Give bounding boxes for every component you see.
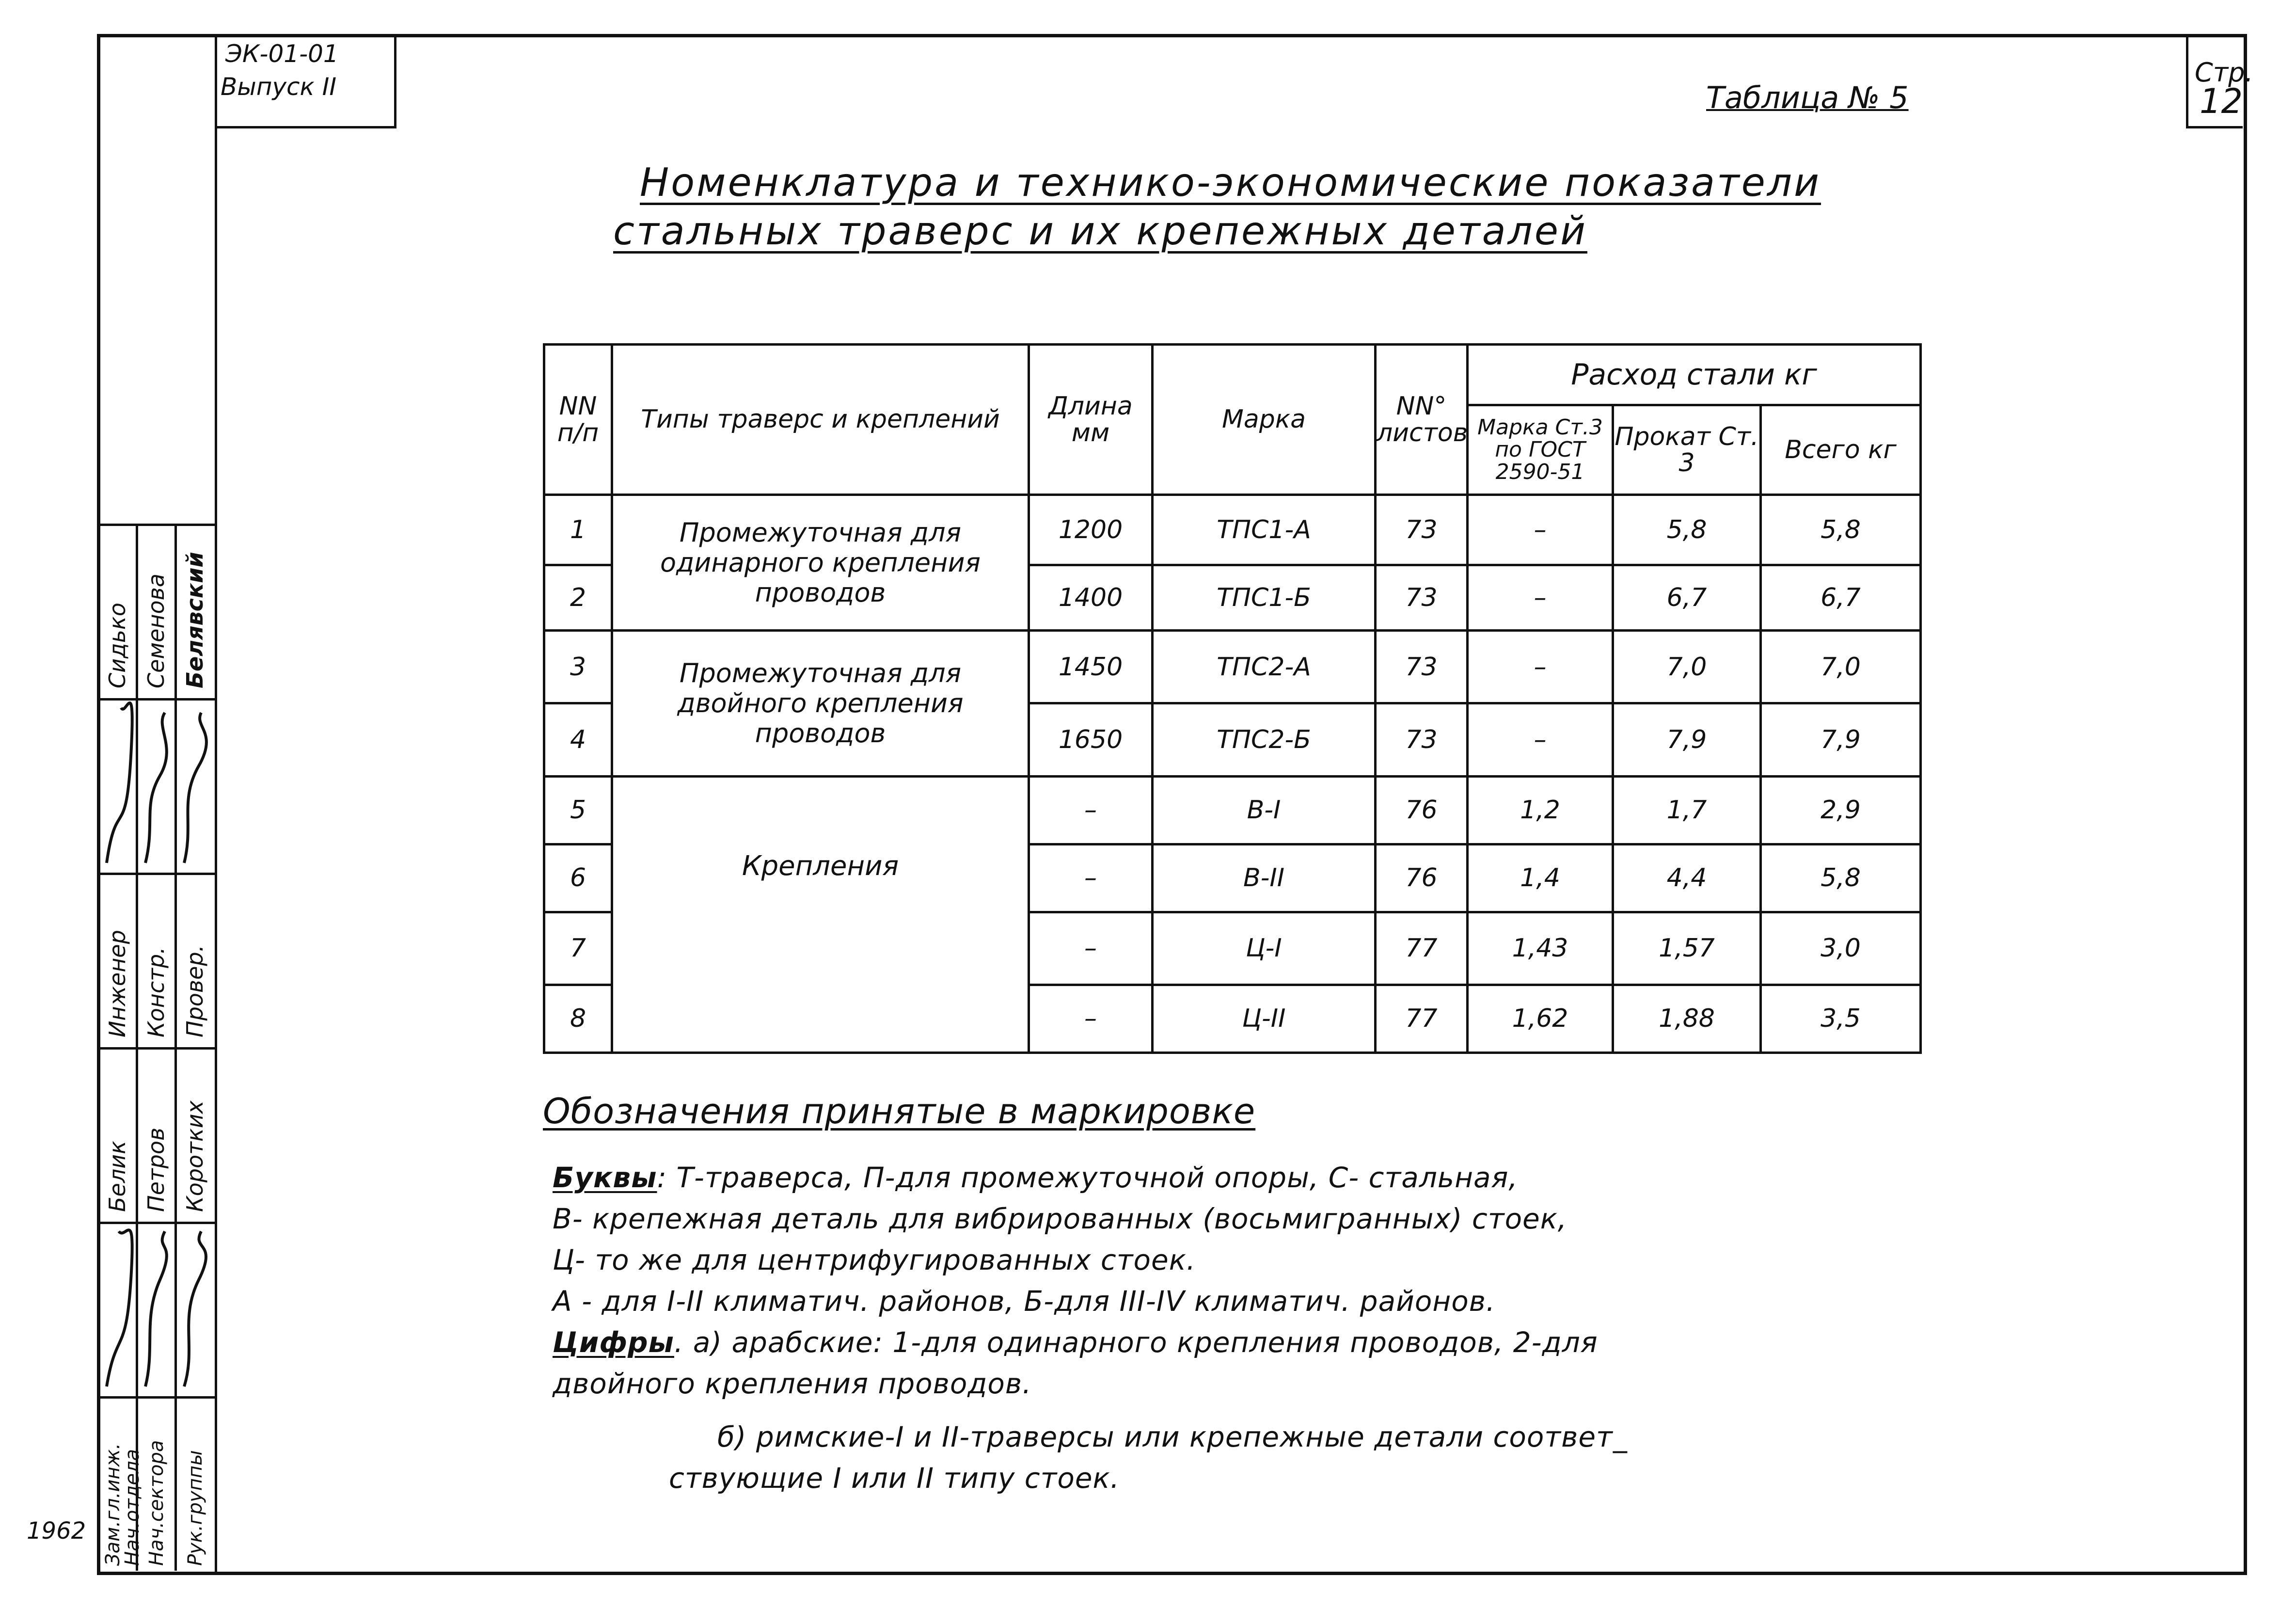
header-num: NN п/п <box>544 345 612 495</box>
stamp-name: Сидько <box>104 603 130 688</box>
cell-gost: 1,43 <box>1468 912 1613 985</box>
cell-mark: ТПС2-А <box>1153 631 1376 703</box>
cell-total: 5,8 <box>1761 844 1921 912</box>
cell-gost: 1,4 <box>1468 844 1613 912</box>
digits-text: . а) арабские: 1-для одинарного крепления проводов, 2-для <box>674 1326 1598 1359</box>
cell-length: – <box>1029 776 1153 844</box>
cell-total: 7,9 <box>1761 703 1921 776</box>
stamp-name: Белик <box>104 1141 130 1212</box>
cell-mark: В-I <box>1153 776 1376 844</box>
header-total: Всего кг <box>1761 405 1921 495</box>
cell-num: 4 <box>544 703 612 776</box>
cell-total: 7,0 <box>1761 631 1921 703</box>
cell-gost: 1,62 <box>1468 985 1613 1052</box>
cell-num: 1 <box>544 495 612 565</box>
header-gost: Марка Ст.3 по ГОСТ 2590-51 <box>1468 405 1613 495</box>
issue-label: Выпуск II <box>221 73 337 101</box>
cell-length: 1650 <box>1029 703 1153 776</box>
notes-line-2: В- крепежная деталь для вибрированных (восьмигранных) стоек, <box>553 1202 1568 1235</box>
cell-sheet: 73 <box>1376 631 1468 703</box>
cell-rolled: 4,4 <box>1613 844 1761 912</box>
title-line-2: стальных траверс и их крепежных деталей <box>613 208 1587 254</box>
cell-length: 1200 <box>1029 495 1153 565</box>
stamp-name: Семенова <box>143 574 169 688</box>
cell-gost: 1,2 <box>1468 776 1613 844</box>
cell-rolled: 7,9 <box>1613 703 1761 776</box>
cell-sheet: 73 <box>1376 565 1468 631</box>
cell-sheet: 73 <box>1376 495 1468 565</box>
cell-length: – <box>1029 985 1153 1052</box>
cell-num: 8 <box>544 985 612 1052</box>
header-sheets: NN° листов <box>1376 345 1468 495</box>
cell-mark: ТПС2-Б <box>1153 703 1376 776</box>
cell-length: – <box>1029 912 1153 985</box>
group-fasteners: Крепления <box>612 776 1029 1052</box>
cell-mark: ТПС1-Б <box>1153 565 1376 631</box>
cell-gost: – <box>1468 565 1613 631</box>
year: 1962 <box>27 1517 86 1545</box>
notes-line-6: двойного крепления проводов. <box>553 1367 1032 1400</box>
steel-traverse-table <box>543 343 1922 1054</box>
digits-label: Цифры <box>553 1326 674 1359</box>
cell-num: 5 <box>544 776 612 844</box>
notes-line-3: Ц- то же для центрифугированных стоек. <box>553 1243 1196 1276</box>
notes-line-7: б) римские-I и II-траверсы или крепежные детали соответ_ <box>717 1420 1628 1453</box>
cell-num: 3 <box>544 631 612 703</box>
cell-total: 2,9 <box>1761 776 1921 844</box>
notes-line-4: А - для I-II климатич. районов, Б-для III-IV климатич. районов. <box>553 1285 1496 1318</box>
notes-line-digits <box>553 1326 1598 1359</box>
header-types: Типы траверс и креплений <box>612 345 1029 495</box>
cell-mark: ТПС1-А <box>1153 495 1376 565</box>
cell-num: 2 <box>544 565 612 631</box>
cell-mark: Ц-I <box>1153 912 1376 985</box>
cell-rolled: 1,57 <box>1613 912 1761 985</box>
title-line-1: Номенклатура и технико-экономические показатели <box>640 160 1821 205</box>
notes-heading: Обозначения принятые в маркировке <box>543 1091 1256 1131</box>
stamp-role: Рук.группы <box>184 1450 206 1566</box>
cell-mark: В-II <box>1153 844 1376 912</box>
stamp-role: Констр. <box>143 947 169 1037</box>
cell-rolled: 6,7 <box>1613 565 1761 631</box>
cell-num: 7 <box>544 912 612 985</box>
cell-num: 6 <box>544 844 612 912</box>
cell-length: 1450 <box>1029 631 1153 703</box>
page-number: 12 <box>2200 81 2243 121</box>
stamp-role: Провер. <box>182 944 208 1037</box>
stamp-role: Зам.гл.инж. <box>102 1443 124 1566</box>
cell-rolled: 7,0 <box>1613 631 1761 703</box>
cell-gost: – <box>1468 703 1613 776</box>
cell-sheet: 77 <box>1376 985 1468 1052</box>
stamp-role: Нач.сектора <box>145 1440 168 1566</box>
header-steel-consumption: Расход стали кг <box>1468 345 1921 405</box>
cell-rolled: 1,7 <box>1613 776 1761 844</box>
cell-sheet: 76 <box>1376 844 1468 912</box>
cell-length: – <box>1029 844 1153 912</box>
letters-label: Буквы <box>553 1161 657 1194</box>
cell-sheet: 73 <box>1376 703 1468 776</box>
page-label: Стр. <box>2195 57 2253 88</box>
document-code: ЭК-01-01 <box>225 40 339 68</box>
cell-total: 6,7 <box>1761 565 1921 631</box>
cell-total: 3,5 <box>1761 985 1921 1052</box>
table-number: Таблица № 5 <box>1706 80 1909 115</box>
cell-sheet: 77 <box>1376 912 1468 985</box>
header-rolled: Прокат Ст. 3 <box>1613 405 1761 495</box>
cell-mark: Ц-II <box>1153 985 1376 1052</box>
stamp-name: Петров <box>143 1127 169 1212</box>
notes-line-letters <box>553 1161 1518 1194</box>
header-mark: Марка <box>1153 345 1376 495</box>
cell-sheet: 76 <box>1376 776 1468 844</box>
letters-text: : Т-траверса, П-для промежуточной опоры, С- стальная, <box>657 1161 1518 1194</box>
cell-length: 1400 <box>1029 565 1153 631</box>
stamp-name: Белявский <box>182 552 208 688</box>
cell-gost: – <box>1468 631 1613 703</box>
cell-total: 5,8 <box>1761 495 1921 565</box>
group-double-intermediate: Промежуточная для двойного крепления проводов <box>612 631 1029 776</box>
group-single-intermediate: Промежуточная для одинарного крепления проводов <box>612 495 1029 631</box>
cell-rolled: 1,88 <box>1613 985 1761 1052</box>
stamp-name: Коротких <box>182 1100 208 1212</box>
cell-rolled: 5,8 <box>1613 495 1761 565</box>
stamp-role: Нач.отдела <box>121 1449 143 1566</box>
cell-gost: – <box>1468 495 1613 565</box>
header-length: Длина мм <box>1029 345 1153 495</box>
cell-total: 3,0 <box>1761 912 1921 985</box>
notes-line-8: ствующие I или II типу стоек. <box>669 1462 1120 1495</box>
signatures <box>97 698 215 1571</box>
stamp-role: Инженер <box>104 930 130 1037</box>
